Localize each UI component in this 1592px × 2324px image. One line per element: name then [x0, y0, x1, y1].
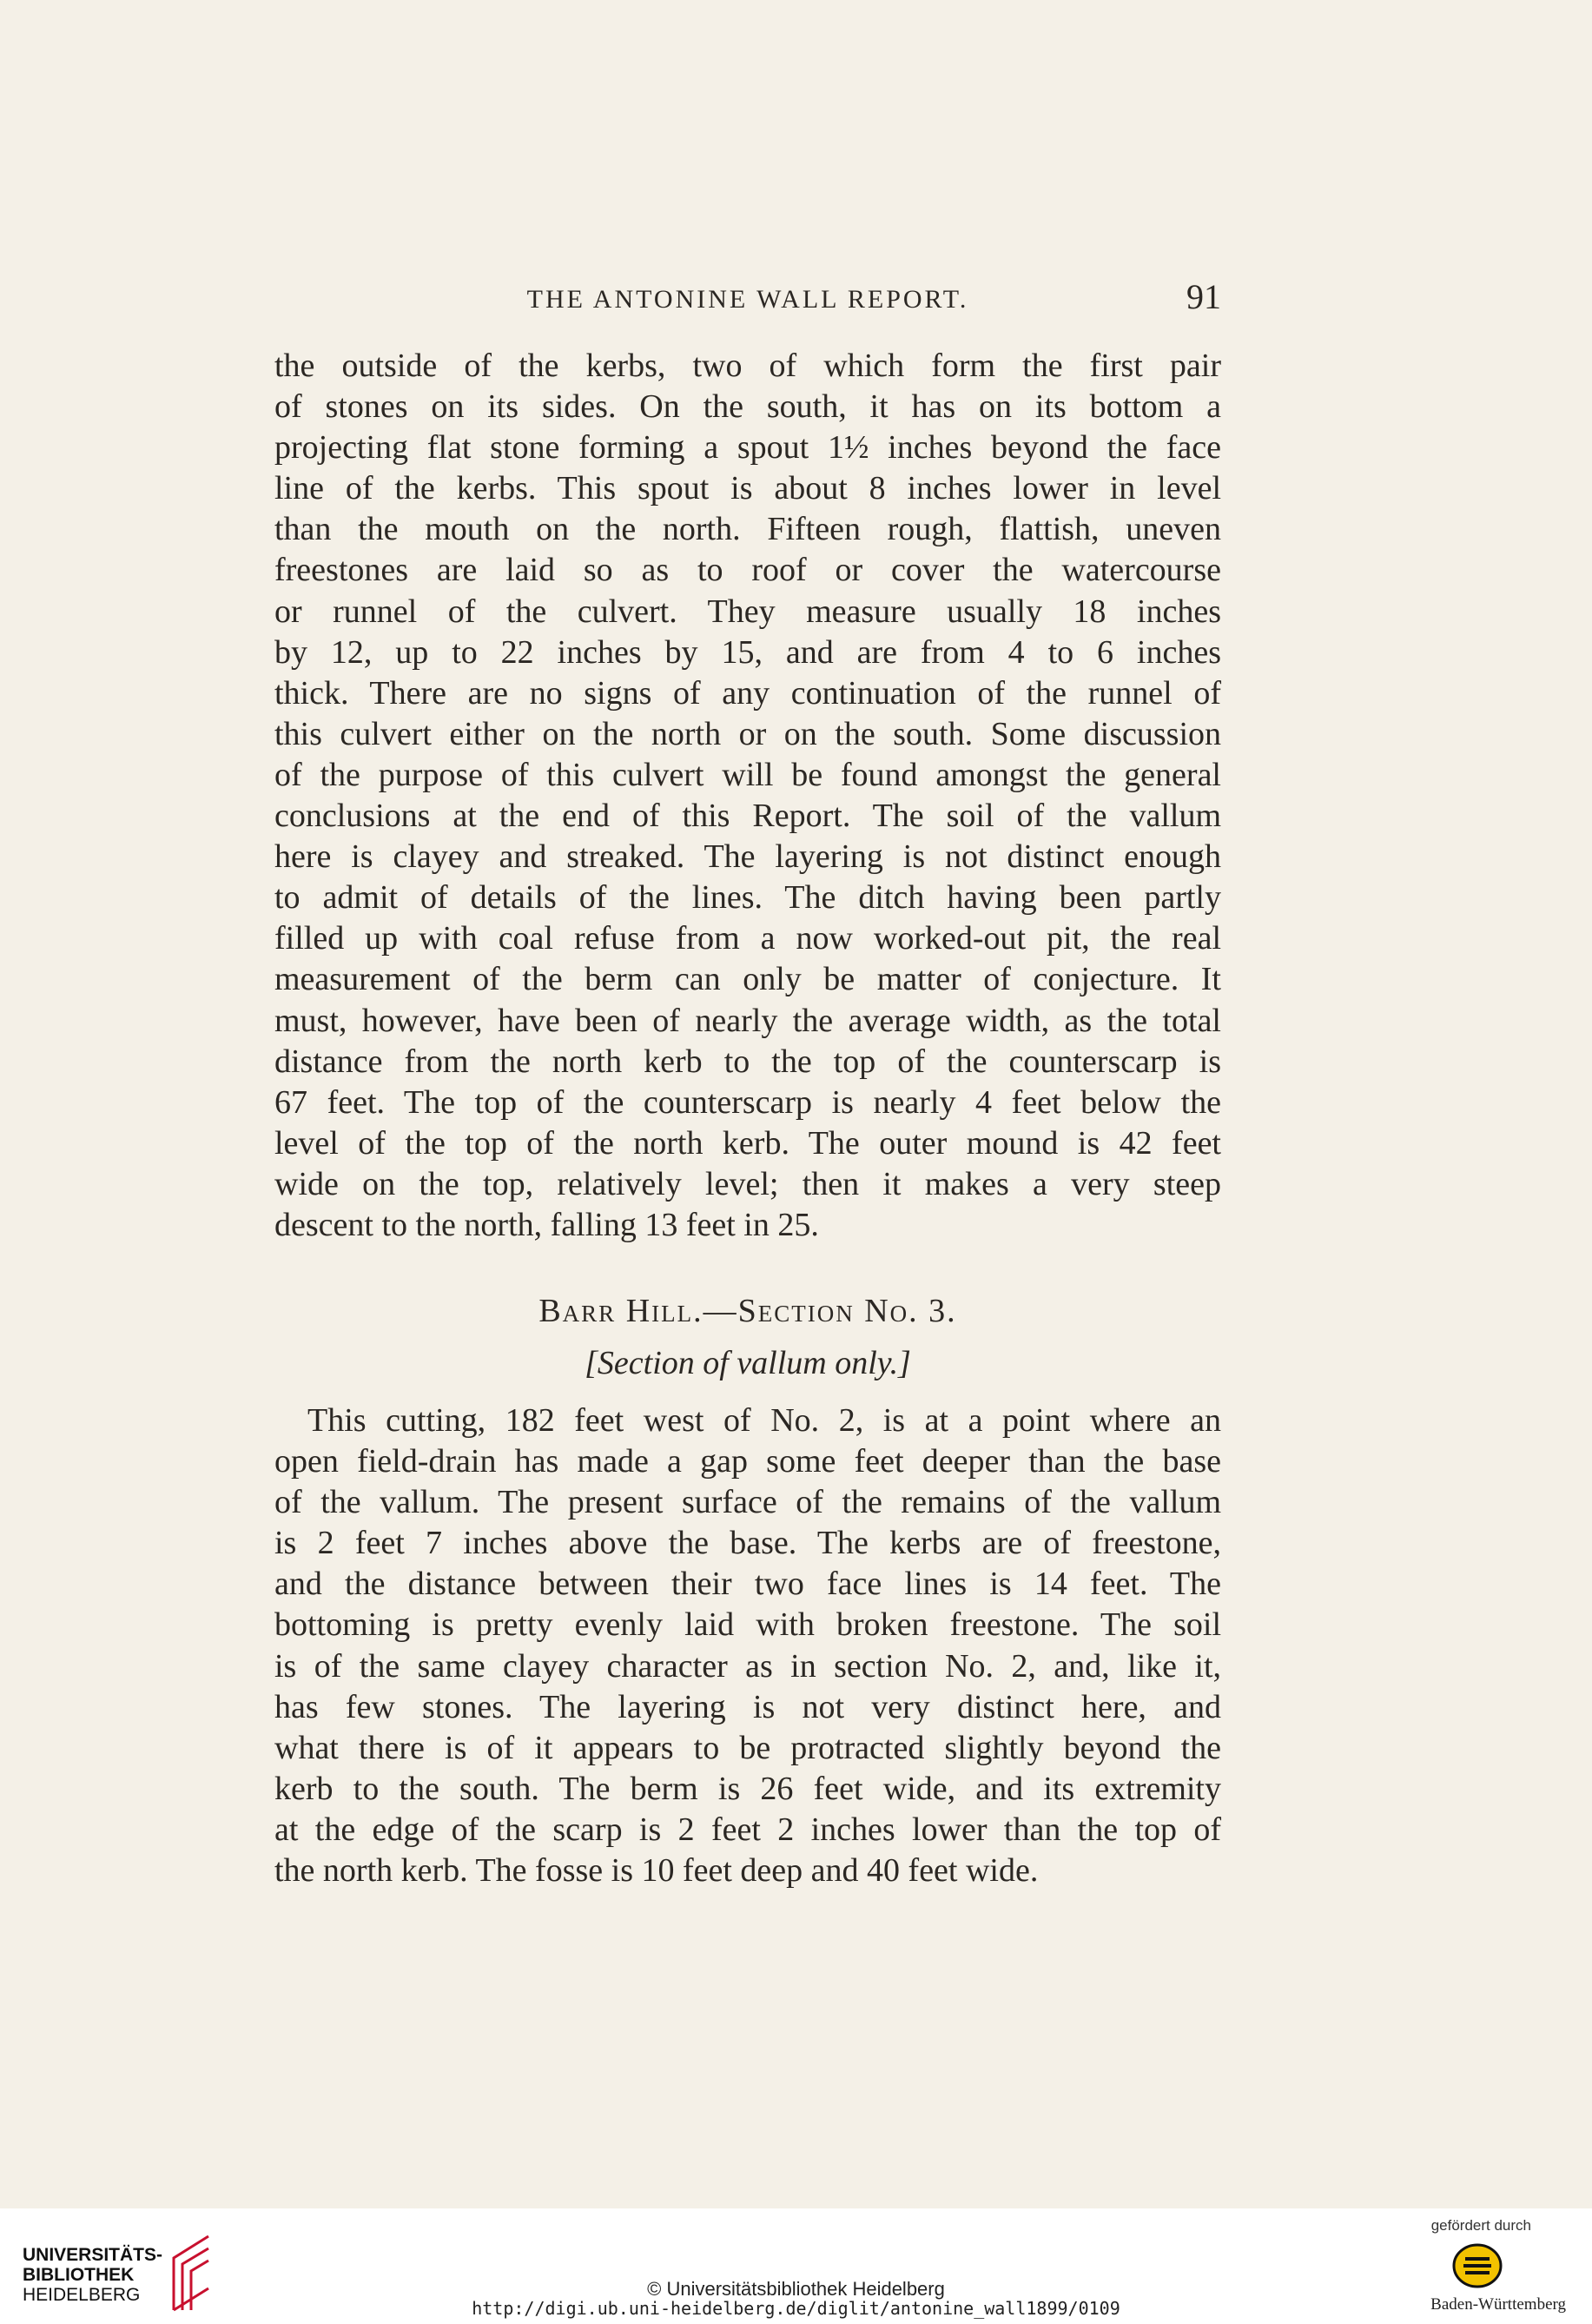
text-line: the outside of the kerbs, two of which form the first pair	[274, 348, 1221, 384]
text-line: by 12, up to 22 inches by 15, and are from 4 to 6 inches	[274, 633, 1221, 671]
text-line: or runnel of the culvert. They measure usually 18 inches	[274, 593, 1221, 630]
text-line: is 2 feet 7 inches above the base. The kerbs are of freestone,	[274, 1525, 1221, 1562]
text-line: of stones on its sides. On the south, it has on its bottom a	[274, 388, 1221, 426]
text-line: descent to the north, falling 13 feet in 25.	[274, 1206, 819, 1243]
running-title: THE ANTONINE WALL REPORT.	[526, 285, 969, 314]
baden-wuerttemberg-crest-icon	[1451, 2241, 1503, 2290]
paragraph-2	[274, 1400, 1221, 1891]
text-line: measurement of the berm can only be matter of conjecture. It	[274, 961, 1221, 998]
text-line: wide on the top, relatively level; then it makes a very steep	[274, 1165, 1221, 1202]
text-line: has few stones. The layering is not very distinct here, and	[274, 1688, 1221, 1725]
text-line: to admit of details of the lines. The ditch having been partly	[274, 879, 1221, 917]
text-line: of the vallum. The present surface of the remains of the vallum	[274, 1484, 1221, 1521]
text-line: conclusions at the end of this Report. The soil of the vallum	[274, 798, 1221, 835]
text-line: freestones are laid so as to roof or cover the watercourse	[274, 552, 1221, 589]
text-line: level of the top of the north kerb. The outer mound is 42 feet	[274, 1124, 1221, 1162]
text-line: and the distance between their two face lines is 14 feet. The	[274, 1566, 1221, 1603]
text-line: than the mouth on the north. Fifteen rough, flattish, uneven	[274, 511, 1221, 548]
text-line: filled up with coal refuse from a now worked-out pit, the real	[274, 920, 1221, 957]
text-line: is of the same clayey character as in section No. 2, and, like it,	[274, 1647, 1221, 1685]
text-line: thick. There are no signs of any continuation of the runnel of	[274, 674, 1221, 712]
permalink-url[interactable]: http://digi.ub.uni-heidelberg.de/diglit/antonine_wall1899/0109	[472, 2298, 1120, 2319]
text-line: must, however, have been of nearly the average width, as the total	[274, 1002, 1221, 1039]
text-line: line of the kerbs. This spout is about 8 inches lower in level	[274, 470, 1221, 507]
text-line: This cutting, 182 feet west of No. 2, is at a point where an	[307, 1402, 1221, 1439]
library-name-line2: BIBLIOTHEK	[23, 2265, 135, 2285]
section-heading: Barr Hill.—Section No. 3.	[538, 1293, 957, 1329]
text-line: of the purpose of this culvert will be found amongst the general	[274, 756, 1221, 793]
text-line: this culvert either on the north or on the south. Some discussion	[274, 715, 1221, 752]
text-line: 67 feet. The top of the counterscarp is nearly 4 feet below the	[274, 1083, 1221, 1121]
text-line: the north kerb. The fosse is 10 feet deep and 40 feet wide.	[274, 1852, 1039, 1890]
page-number: 91	[1186, 277, 1221, 316]
state-label: Baden-Württemberg	[1430, 2295, 1566, 2314]
paragraph-1	[274, 346, 1221, 1246]
footer-bar	[0, 2208, 1592, 2324]
text-line: what there is of it appears to be protracted slightly beyond the	[274, 1729, 1221, 1766]
section-subheading: [Section of vallum only.]	[585, 1345, 911, 1381]
text-line: here is clayey and streaked. The layering is not distinct enough	[274, 838, 1221, 876]
funded-by-label: gefördert durch	[1430, 2217, 1531, 2234]
library-name-line1: UNIVERSITÄTS-	[23, 2245, 163, 2265]
text-line: distance from the north kerb to the top of the counterscarp is	[274, 1043, 1221, 1080]
text-line: at the edge of the scarp is 2 feet 2 inches lower than the top of	[274, 1811, 1221, 1848]
text-line: open field-drain has made a gap some feet deeper than the base	[274, 1443, 1221, 1480]
text-line: bottoming is pretty evenly laid with broken freestone. The soil	[274, 1606, 1221, 1644]
text-line: projecting flat stone forming a spout 1½ inches beyond the face	[274, 429, 1221, 467]
running-header	[274, 276, 1221, 320]
text-line: kerb to the south. The berm is 26 feet wide, and its extremity	[274, 1770, 1221, 1807]
library-name-line3: HEIDELBERG	[23, 2285, 141, 2305]
copyright-text: © Universitätsbibliothek Heidelberg	[647, 2278, 945, 2300]
